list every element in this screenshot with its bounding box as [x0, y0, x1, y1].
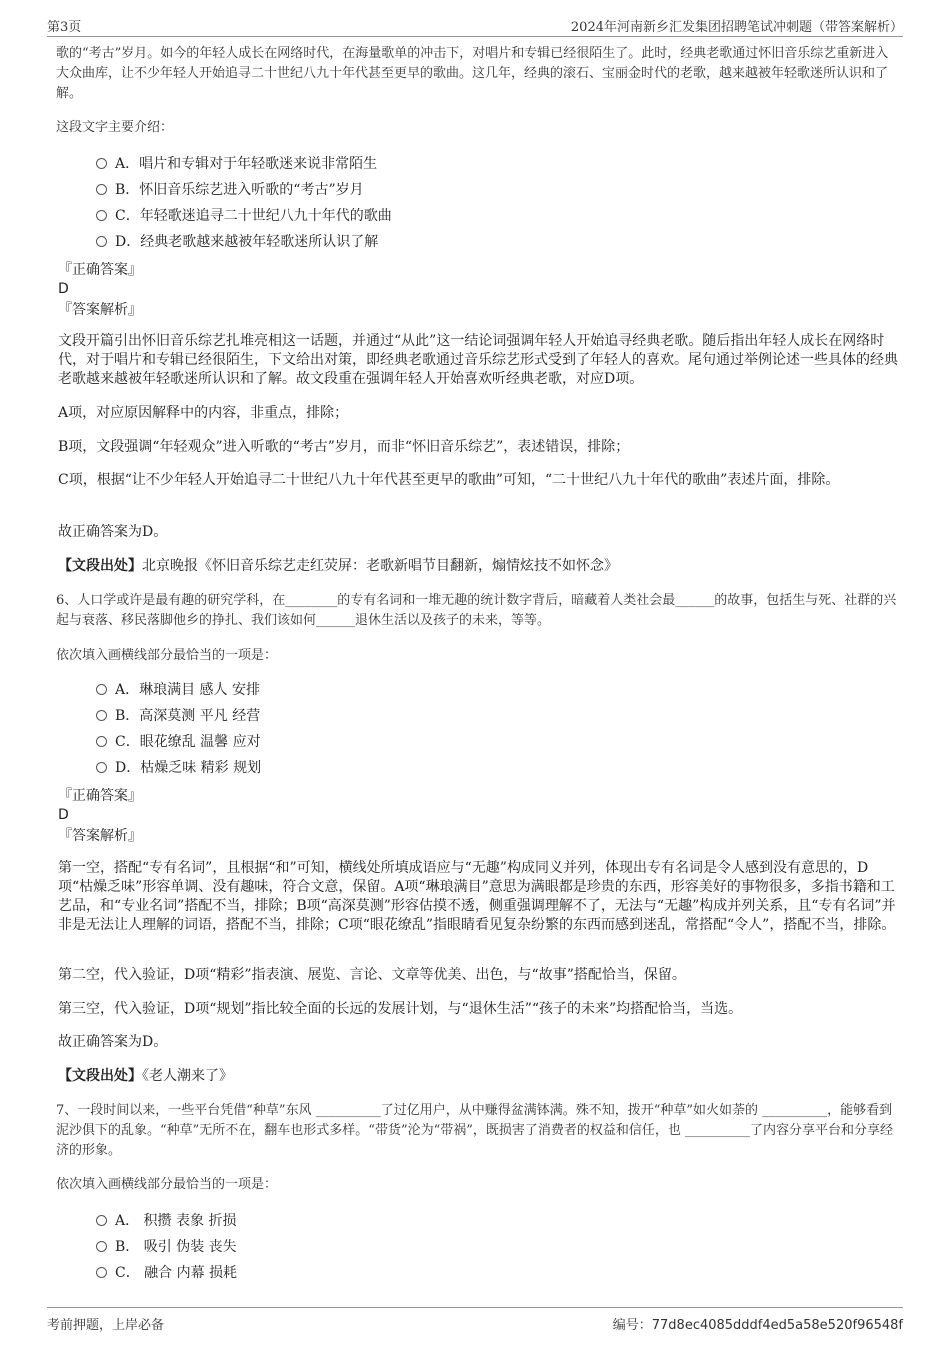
q5-option-b[interactable]: B．怀旧音乐综艺进入听歌的“考古”岁月 — [96, 180, 364, 200]
q5-source: 【文段出处】北京晚报《怀旧音乐综艺走红荧屏：老歌新唱节目翻新，煽情炫技不如怀念》 — [58, 558, 618, 574]
radio-icon[interactable] — [96, 710, 107, 721]
q7-stem: 7、一段时间以来，一些平台凭借“种草”东风 __________了过亿用户，从中赚得盆满钵满。殊不知，拨开“种草”如火如荼的 __________，能够看到泥沙俱下的乱象。“种草”无所不在，翻车也形式多样。“带货”沦为“带祸”，既损害了消费者的权益和信任，也 __________了内容分享平台和分享经济的形象。 — [56, 1103, 894, 1158]
radio-icon[interactable] — [96, 210, 107, 221]
q5-option-a[interactable]: A．唱片和专辑对于年轻歌迷来说非常陌生 — [96, 154, 377, 174]
q7-option-b[interactable]: B． 吸引 伪装 丧失 — [96, 1237, 237, 1257]
q5-passage: 歌的“考古”岁月。如今的年轻人成长在网络时代，在海量歌单的冲击下，对唱片和专辑已经很陌生了。此时，经典老歌通过怀旧音乐综艺重新进入大众曲库，让不少年轻人开始追寻二十世纪八九十年代甚至更早的歌曲。这几年，经典的滚石、宝丽金时代的老歌，越来越被年轻歌迷所认识和了解。 — [56, 46, 889, 101]
q6-option-d[interactable]: D．枯燥乏味 精彩 规划 — [96, 758, 261, 778]
page-footer — [47, 1307, 903, 1332]
q5-option-d[interactable]: D．经典老歌越来越被年轻歌迷所认识了解 — [96, 232, 378, 252]
q5-option-c[interactable]: C．年轻歌迷追寻二十世纪八九十年代的歌曲 — [96, 206, 392, 226]
q5-prompt: 这段文字主要介绍： — [56, 120, 174, 135]
q7-prompt: 依次填入画横线部分最恰当的一项是： — [56, 1177, 278, 1192]
radio-icon[interactable] — [96, 762, 107, 773]
q5-analysis-4: C项，根据“让不少年轻人开始追寻二十世纪八九十年代甚至更早的歌曲”可知，“二十世纪八九十年代的歌曲”表述片面，排除。 — [58, 472, 840, 488]
q6-analysis-tag: 『答案解析』 — [58, 828, 142, 844]
radio-icon[interactable] — [96, 1215, 107, 1226]
q6-option-c[interactable]: C．眼花缭乱 温馨 应对 — [96, 732, 261, 752]
footer-slogan: 考前押题，上岸必备 — [47, 1318, 165, 1333]
radio-icon[interactable] — [96, 736, 107, 747]
q5-answer: D — [58, 281, 69, 297]
document-title: 2024年河南新乡汇发集团招聘笔试冲刺题（带答案解析） — [570, 20, 903, 35]
q6-stem: 6、人口学或许是最有趣的研究学科，在________的专有名词和一堆无趣的统计数字背后，暗藏着人类社会最______的故事，包括生与死、社群的兴起与衰落、移民落脚他乡的挣扎、我们该如何______退休生活以及孩子的未来，等等。 — [56, 593, 897, 628]
page-header — [47, 14, 903, 37]
radio-icon[interactable] — [96, 158, 107, 169]
radio-icon[interactable] — [96, 1241, 107, 1252]
q5-analysis-3: B项，文段强调“年轻观众”进入听歌的“考古”岁月，而非“怀旧音乐综艺”，表述错误，排除； — [58, 439, 630, 455]
q7-option-c[interactable]: C． 融合 内幕 损耗 — [96, 1263, 237, 1283]
radio-icon[interactable] — [96, 236, 107, 247]
q6-analysis-2: 第二空，代入验证，D项“精彩”指表演、展览、言论、文章等优美、出色，与“故事”搭配恰当，保留。 — [58, 967, 686, 983]
radio-icon[interactable] — [96, 1267, 107, 1278]
q6-analysis-3: 第三空，代入验证，D项“规划”指比较全面的长远的发展计划，与“退休生活”“孩子的未来”均搭配恰当，当选。 — [58, 1001, 743, 1017]
q5-analysis-2: A项，对应原因解释中的内容，非重点，排除； — [58, 405, 349, 421]
q7-option-a[interactable]: A． 积攒 表象 折损 — [96, 1211, 236, 1231]
document-code: 编号：77d8ec4085dddf4ed5a58e520f96548f — [612, 1318, 903, 1333]
q6-option-b[interactable]: B．高深莫测 平凡 经营 — [96, 706, 260, 726]
q6-source: 【文段出处】《老人潮来了》 — [58, 1068, 233, 1084]
q6-answer-tag: 『正确答案』 — [58, 788, 142, 804]
q5-analysis-tag: 『答案解析』 — [58, 302, 142, 318]
q6-analysis-1: 第一空，搭配“专有名词”，且根据“和”可知，横线处所填成语应与“无趣”构成同义并列，体现出专有名词是令人感到没有意思的，D项“枯燥乏味”形容单调、没有趣味，符合文意，保留。A项“琳琅满目”意思为满眼都是珍贵的东西，形容美好的事物很多，多指书籍和工艺品，和“专业名词”搭配不当，排除；B项“高深莫测”形容估摸不透，侧重强调理解不了，无法与“无趣”构成并列关系，且“专有名词”并非是无法让人理解的词语，搭配不当，排除；C项“眼花缭乱”指眼睛看见复杂纷繁的东西而感到迷乱，常搭配“令人”，搭配不当，排除。 — [58, 860, 896, 933]
q5-analysis-5: 故正确答案为D。 — [58, 524, 168, 540]
q6-analysis-4: 故正确答案为D。 — [58, 1034, 168, 1050]
q6-prompt: 依次填入画横线部分最恰当的一项是： — [56, 648, 278, 663]
radio-icon[interactable] — [96, 684, 107, 695]
radio-icon[interactable] — [96, 184, 107, 195]
q6-answer: D — [58, 807, 69, 823]
q5-answer-tag: 『正确答案』 — [58, 262, 142, 278]
page-number: 第3页 — [47, 20, 82, 35]
q5-analysis-1: 文段开篇引出怀旧音乐综艺扎堆亮相这一话题，并通过“从此”这一结论词强调年轻人开始追寻经典老歌。随后指出年轻人成长在网络时代，对于唱片和专辑已经很陌生，下文给出对策，即经典老歌通过音乐综艺形式受到了年轻人的喜欢。尾句通过举例论述一些具体的经典老歌越来越被年轻歌迷所认识和了解。故文段重在强调年轻人开始喜欢听经典老歌，对应D项。 — [58, 333, 898, 387]
q6-option-a[interactable]: A．琳琅满目 感人 安排 — [96, 680, 260, 700]
